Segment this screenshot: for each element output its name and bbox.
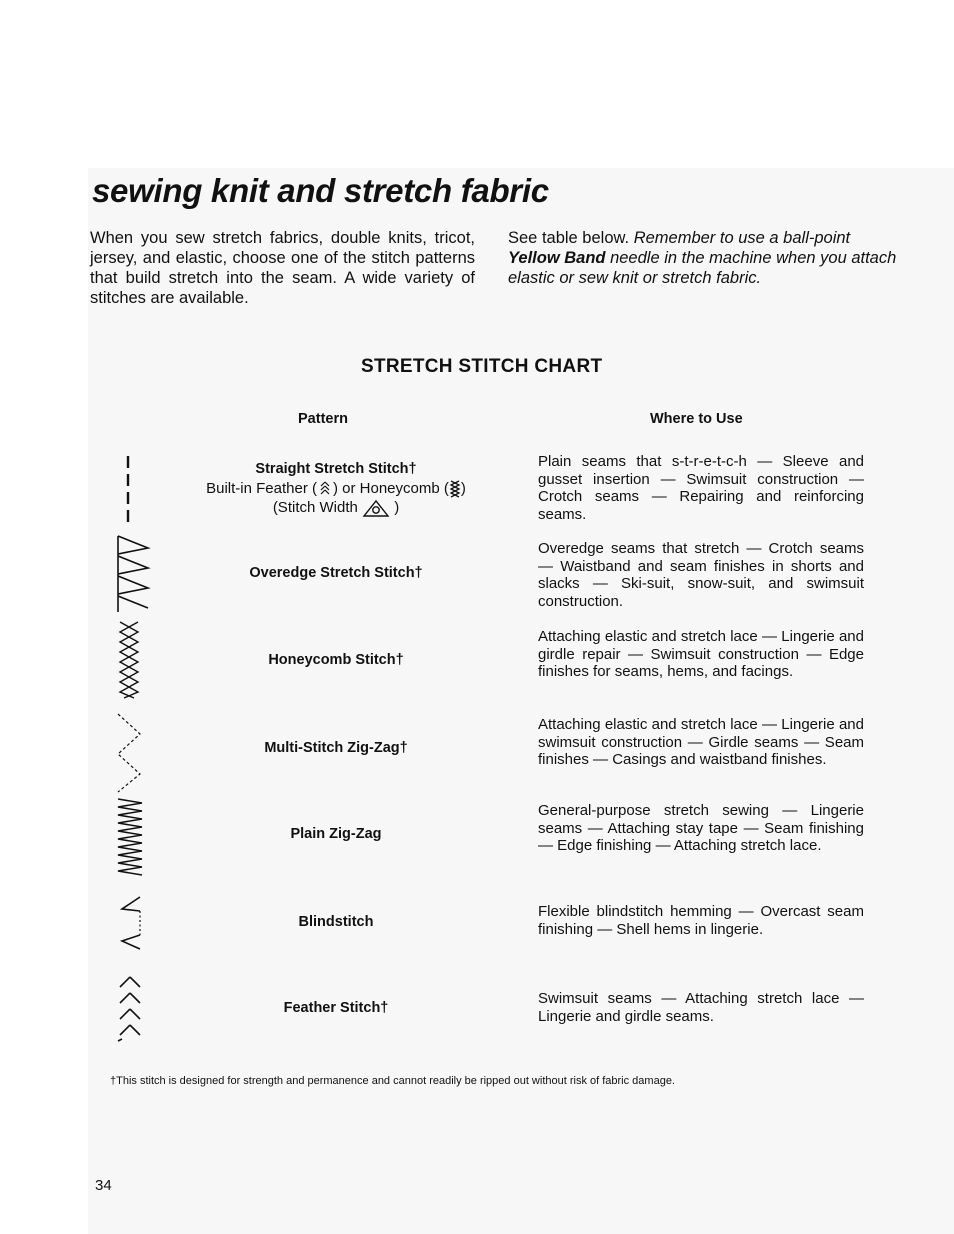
intro-right-italic-1: Remember to use a ball-point [633, 229, 851, 247]
row-name-plain-zigzag: Plain Zig-Zag [290, 826, 382, 842]
row-use-straight-stretch: Plain seams that s-t-r-e-t-c-h — Sleeve and gusset insertion — Swimsuit construction — Crotch seams — Repairing and reinforcing seams. [538, 453, 864, 523]
row-use-blindstitch: Flexible blindstitch hemming — Overcast seam finishing — Shell hems in lingerie. [538, 903, 864, 938]
row-use-feather: Swimsuit seams — Attaching stretch lace — Lingerie and girdle seams. [538, 990, 864, 1025]
row-name-straight-stretch: Straight Stretch Stitch† [255, 461, 417, 477]
page-number: 34 [95, 1177, 112, 1194]
row-sub-text-d: (Stitch Width [272, 498, 358, 516]
row-name-honeycomb: Honeycomb Stitch† [268, 652, 404, 668]
row-sub-text-e: ) [394, 498, 400, 516]
row-name-blindstitch: Blindstitch [298, 914, 374, 930]
multi-stitch-zigzag-icon [104, 712, 154, 794]
stitch-width-icon [362, 498, 390, 518]
blindstitch-icon [104, 895, 154, 951]
intro-paragraph-right [508, 228, 898, 288]
row-sub-text-a: Built-in Feather ( [206, 480, 317, 497]
row-sub-straight-stretch-line1 [160, 480, 512, 498]
honeycomb-stitch-icon [104, 620, 154, 700]
plain-zigzag-icon [104, 797, 154, 877]
row-name-multi-zigzag: Multi-Stitch Zig-Zag† [264, 740, 408, 756]
row-sub-straight-stretch-line2 [160, 498, 512, 518]
feather-selector-icon [317, 481, 333, 497]
page-title: sewing knit and stretch fabric [92, 172, 549, 209]
honeycomb-selector-icon [449, 480, 461, 498]
needle-name: Yellow Band [508, 249, 606, 267]
row-use-plain-zigzag: General-purpose stretch sewing — Lingerie seams — Attaching stay tape — Seam finishing — Edge finishing — Attaching stretch lace. [538, 802, 864, 854]
straight-stretch-stitch-icon [104, 452, 154, 524]
row-name-overedge: Overedge Stretch Stitch† [249, 565, 423, 581]
feather-stitch-icon [104, 975, 154, 1043]
chart-title: STRETCH STITCH CHART [361, 356, 603, 377]
row-name-feather: Feather Stitch† [283, 1000, 389, 1016]
column-header-where-to-use: Where to Use [650, 411, 743, 427]
row-use-honeycomb: Attaching elastic and stretch lace — Lingerie and girdle repair — Swimsuit construction — Edge finishes for seams, hems, and facings. [538, 628, 864, 680]
overedge-stitch-icon [104, 532, 154, 614]
intro-right-italic-2: needle in the machine when you attach elastic or sew knit or stretch fabric. [508, 249, 897, 287]
row-sub-text-c: ) [460, 480, 466, 497]
column-header-pattern: Pattern [298, 411, 348, 427]
row-sub-text-b: ) or Honeycomb ( [333, 480, 449, 497]
row-use-multi-zigzag: Attaching elastic and stretch lace — Lingerie and swimsuit construction — Girdle seams — Seam finishes — Casings and waistband finishes. [538, 716, 864, 768]
intro-paragraph-left: When you sew stretch fabrics, double knits, tricot, jersey, and elastic, choose one of the stitch patterns that build stretch into the seam. A wide variety of stitches are available. [90, 229, 475, 307]
footnote: †This stitch is designed for strength and permanence and cannot readily be ripped out without risk of fabric damage. [110, 1075, 675, 1087]
intro-right-plain: See table below. [508, 229, 634, 247]
row-use-overedge: Overedge seams that stretch — Crotch seams — Waistband and seam finishes in shorts and slacks — Ski-suit, snow-suit, and swimsuit construction. [538, 540, 864, 610]
